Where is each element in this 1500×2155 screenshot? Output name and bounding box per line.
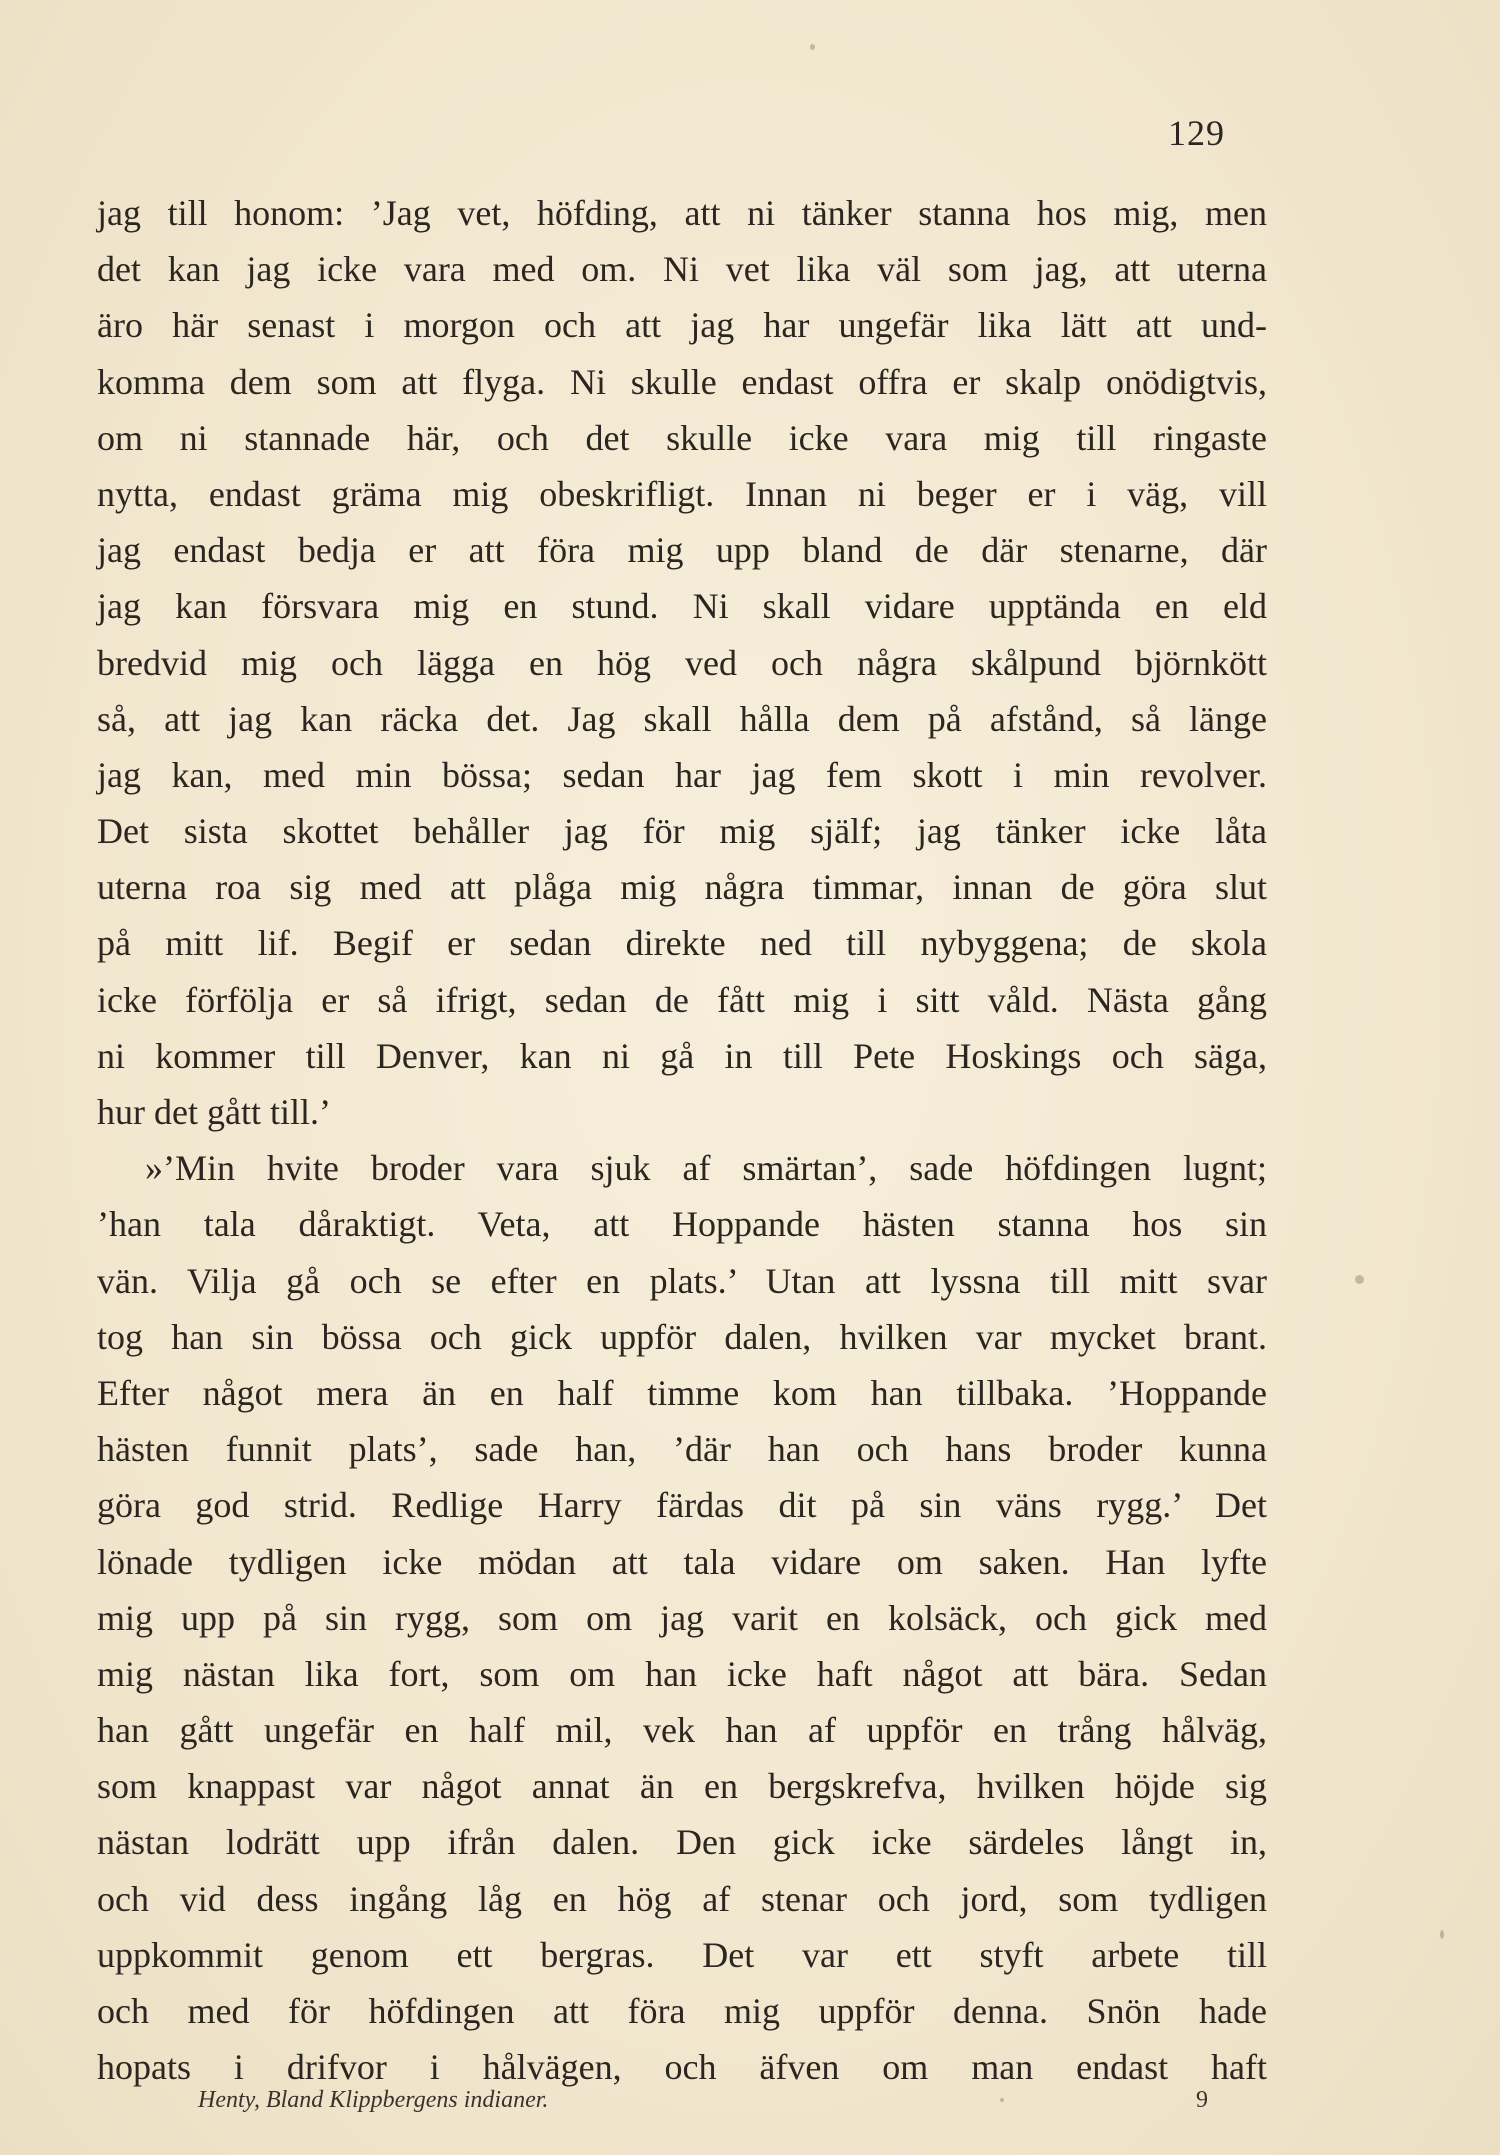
text-line: hästen funnit plats’, sade han, ’där han och hans broder kunna: [97, 1429, 1267, 1470]
text-line: tog han sin bössa och gick uppför dalen, hvilken var mycket brant.: [97, 1316, 1267, 1357]
paper-speck: [1000, 2098, 1004, 2102]
text-line: hur det gått till.’: [97, 1092, 331, 1132]
text-line: komma dem som att flyga. Ni skulle endast offra er skalp onödigtvis,: [97, 361, 1267, 402]
text-line: ’han tala dåraktigt. Veta, att Hoppande hästen stanna hos sin: [97, 1204, 1267, 1245]
text-line: hopats i drifvor i hålvägen, och äfven om man endast haft: [97, 2047, 1267, 2088]
text-line: »’Min hvite broder vara sjuk af smärtan’, sade höfdingen lugnt;: [145, 1148, 1267, 1189]
text-line: på mitt lif. Begif er sedan direkte ned till nybyggena; de skola: [97, 923, 1267, 964]
text-line: så, att jag kan räcka det. Jag skall hålla dem på afstånd, så länge: [97, 698, 1267, 739]
text-line: äro här senast i morgon och att jag har ungefär lika lätt att und-: [97, 305, 1267, 346]
text-line: jag kan, med min bössa; sedan har jag fem skott i min revolver.: [97, 754, 1267, 795]
text-line: nästan lodrätt upp ifrån dalen. Den gick icke särdeles långt in,: [97, 1822, 1267, 1863]
text-line: om ni stannade här, och det skulle icke vara mig till ringaste: [97, 417, 1267, 458]
text-line: Efter något mera än en half timme kom han tillbaka. ’Hoppande: [97, 1372, 1267, 1413]
text-line: som knappast var något annat än en bergskrefva, hvilken höjde sig: [97, 1766, 1267, 1807]
footer-title: Henty, Bland Klippbergens indianer.: [198, 2087, 549, 2113]
text-line: icke förfölja er så ifrigt, sedan de fått mig i sitt våld. Nästa gång: [97, 979, 1267, 1020]
text-line: det kan jag icke vara med om. Ni vet lika väl som jag, att uterna: [97, 249, 1267, 290]
text-line: nytta, endast gräma mig obeskrifligt. Innan ni beger er i väg, vill: [97, 473, 1267, 514]
body-text: [97, 185, 1267, 2095]
text-line: jag endast bedja er att föra mig upp bland de där stenarne, där: [97, 530, 1267, 571]
page-number: 129: [1168, 113, 1225, 153]
text-line: uppkommit genom ett bergras. Det var ett styft arbete till: [97, 1934, 1267, 1975]
paper-speck: [1440, 1930, 1444, 1939]
text-line: jag till honom: ’Jag vet, höfding, att ni tänker stanna hos mig, men: [97, 193, 1267, 233]
text-line: mig upp på sin rygg, som om jag varit en kolsäck, och gick med: [97, 1597, 1267, 1638]
signature-mark: 9: [1196, 2087, 1208, 2113]
text-line: och vid dess ingång låg en hög af stenar och jord, som tydligen: [97, 1878, 1267, 1919]
text-line: jag kan försvara mig en stund. Ni skall vidare upptända en eld: [97, 586, 1267, 627]
text-line: bredvid mig och lägga en hög ved och några skålpund björnkött: [97, 642, 1267, 683]
text-line: ni kommer till Denver, kan ni gå in till Pete Hoskings och säga,: [97, 1035, 1267, 1076]
text-line: och med för höfdingen att föra mig uppför denna. Snön hade: [97, 1991, 1267, 2031]
paper-speck: [1355, 1275, 1364, 1284]
text-line: han gått ungefär en half mil, vek han af uppför en trång hålväg,: [97, 1710, 1267, 1751]
text-line: lönade tydligen icke mödan att tala vidare om saken. Han lyfte: [97, 1541, 1267, 1582]
footer: [198, 2087, 1208, 2114]
paper-speck: [810, 44, 815, 50]
text-line: Det sista skottet behåller jag för mig själf; jag tänker icke låta: [97, 811, 1267, 852]
text-line: vän. Vilja gå och se efter en plats.’ Utan att lyssna till mitt svar: [97, 1260, 1267, 1301]
text-line: mig nästan lika fort, som om han icke haft något att bära. Sedan: [97, 1653, 1267, 1694]
text-line: uterna roa sig med att plåga mig några timmar, innan de göra slut: [97, 867, 1267, 908]
text-line: göra god strid. Redlige Harry färdas dit på sin väns rygg.’ Det: [97, 1485, 1267, 1526]
